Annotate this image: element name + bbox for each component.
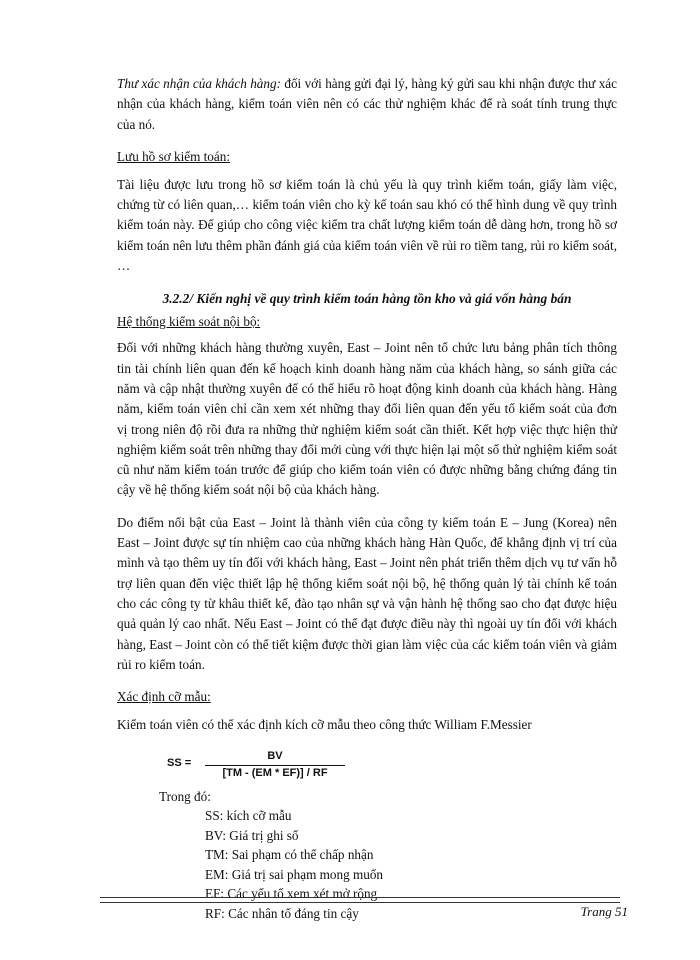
heading-internal-control: Hệ thống kiểm soát nội bộ: bbox=[117, 314, 261, 330]
definition-item: RF: Các nhân tố đáng tin cậy bbox=[205, 905, 359, 921]
footer-divider bbox=[100, 897, 620, 903]
definition-item: EM: Giá trị sai phạm mong muốn bbox=[205, 866, 384, 882]
paragraph-east-joint bbox=[117, 513, 617, 675]
confirmation-text: đối với hàng gửi đại lý, hàng ký gửi sau khi nhận được thư xác nhận của khách hàng, kiểm toán viên nên có các thử nghiệm khác để rà soát tính trung thực của nó. bbox=[117, 76, 617, 132]
audit-file-text: Tài liệu được lưu trong hồ sơ kiểm toán là chủ yếu là quy trình kiểm toán, giấy làm việc, chứng từ có liên quan,… kiểm toán viên cho kỳ kế toán sau khó có thể hình dung về quy trình kiểm toán này. Để giúp cho công việc kiểm tra chất lượng kiểm toán dễ dàng hơn, trong hồ sơ kiểm toán nên lưu thêm phần đánh giá của kiểm toán viên về rủi ro tiềm tang, rủi ro kiểm soát, … bbox=[117, 176, 617, 274]
formula-denominator: [TM - (EM * EF)] / RF bbox=[222, 767, 328, 780]
east-joint-text: Do điểm nổi bật của East – Joint là thành viên của công ty kiểm toán E – Jung (Korea) nên East – Joint được sự tín nhiệm cao của những khách hàng Hàn Quốc, để khẳng định vị trí của mình và tạo thêm uy tín đối với khách hàng, East – Joint nên phát triển thêm dịch vụ tư vấn hỗ trợ liên quan đến việc thiết lập hệ thống kiểm soát nội bộ, hệ thống quản lý tài chính kế toán cho các công ty từ khâu thiết kế, đào tạo nhân sự và vận hành hệ thống sao cho đạt được hiệu quả quản lý cao nhất. Nếu East – Joint có thể đạt được điều này thì ngoài uy tín đối với khách hàng, East – Joint còn có thể tiết kiệm được thời gian làm việc của các kiểm toán viên và giảm rủi ro kiểm toán. bbox=[117, 514, 617, 672]
formula-intro-text: Kiểm toán viên có thể xác định kích cỡ mẫu theo công thức William F.Messier bbox=[117, 717, 532, 733]
definition-item: EF: Các yếu tố xem xét mở rộng bbox=[205, 886, 378, 902]
internal-control-text: Đối với những khách hàng thường xuyên, East – Joint nên tổ chức lưu bảng phân tích thông tin tài chính liên quan đến kế hoạch kinh doanh hàng năm của khách hàng, so sánh giữa các năm và cập nhật thường xuyên để có thể hiểu rõ hoạt động kinh doanh của khách hàng. Hàng năm, kiểm toán viên chỉ cần xem xét những thay đổi liên quan đến yếu tố kiểm soát của đơn vị trong niên độ rồi đưa ra những thử nghiệm kiểm soát cần thiết. Kết hợp việc thực hiện thử nghiệm kiểm soát trên những thay đổi mới cùng với thực hiện lại một số thử nghiệm kiểm soát cũ như năm kiểm toán trước để giúp cho kiểm toán viên có được những bằng chứng đáng tin cậy về hệ thống kiểm soát nội bộ của khách hàng. bbox=[117, 340, 617, 498]
confirmation-lead: Thư xác nhận của khách hàng: bbox=[117, 76, 281, 91]
definition-item: TM: Sai phạm có thể chấp nhận bbox=[205, 847, 374, 863]
section-title: 3.2.2/ Kiến nghị về quy trình kiểm toán hàng tồn kho và giá vốn hàng bán bbox=[162, 291, 572, 307]
paragraph-internal-control bbox=[117, 338, 617, 500]
paragraph-formula-intro bbox=[117, 715, 617, 735]
definition-item: BV: Giá trị ghi sổ bbox=[205, 827, 299, 843]
formula-lhs: SS = bbox=[167, 757, 192, 770]
page-number: Trang 51 bbox=[580, 904, 628, 919]
page-content bbox=[117, 74, 617, 923]
definitions-label: Trong đó: bbox=[159, 789, 211, 805]
sample-size-formula bbox=[167, 749, 617, 785]
heading-audit-file: Lưu hồ sơ kiểm toán: bbox=[117, 148, 231, 164]
formula-fraction bbox=[205, 749, 345, 781]
heading-sample-size: Xác định cỡ mẫu: bbox=[117, 689, 211, 705]
definitions-list bbox=[205, 806, 617, 923]
paragraph-confirmation bbox=[117, 74, 617, 135]
definition-item: SS: kích cỡ mẫu bbox=[205, 808, 292, 824]
formula-numerator: BV bbox=[205, 749, 345, 766]
paragraph-audit-file bbox=[117, 175, 617, 276]
